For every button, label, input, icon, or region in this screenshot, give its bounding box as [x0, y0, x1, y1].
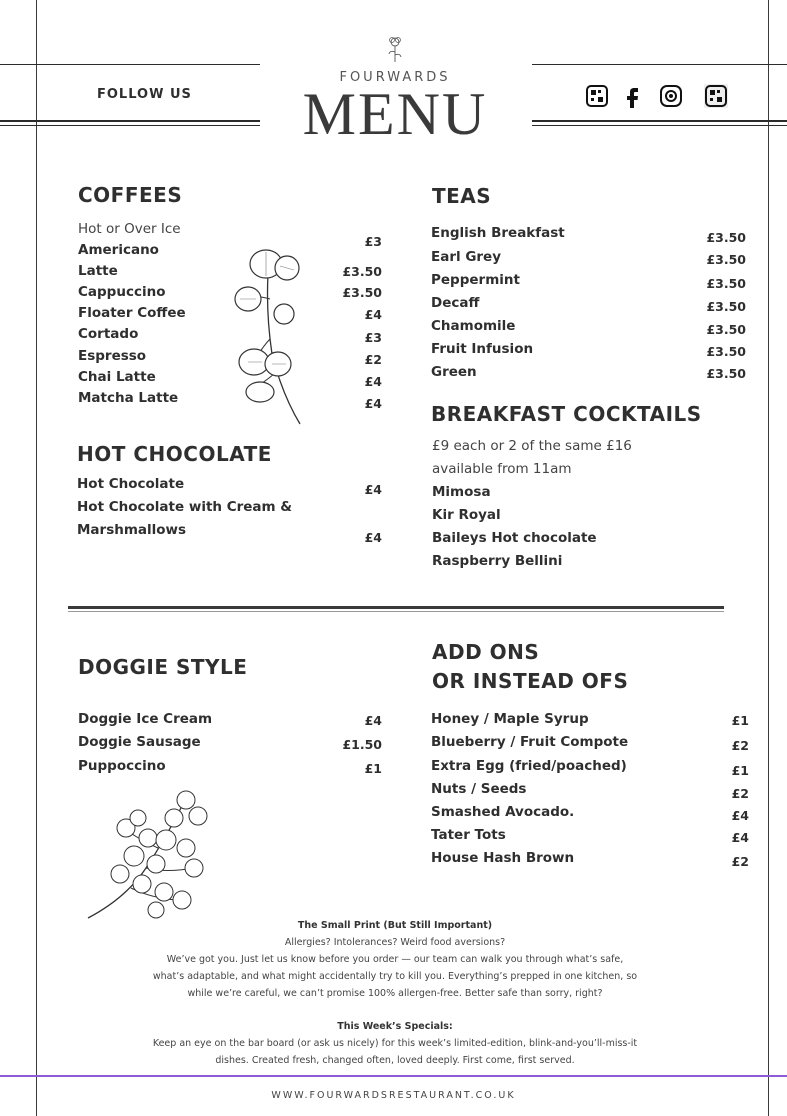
- list-item: Cortado: [78, 326, 139, 342]
- list-item: Marshmallows: [77, 522, 187, 538]
- facebook-icon[interactable]: [620, 84, 644, 108]
- list-item: Hot Chocolate: [77, 476, 185, 492]
- list-item: Earl Grey: [431, 249, 502, 265]
- header-line-right-bottom2: [532, 125, 787, 126]
- list-item: English Breakfast: [431, 225, 565, 241]
- header-line-left-bottom2: [0, 125, 260, 126]
- addons-heading-line2: OR INSTEAD OFS: [432, 669, 629, 693]
- list-item: Baileys Hot chocolate: [432, 530, 597, 546]
- menu-title: MENU: [302, 81, 488, 147]
- price: £2: [731, 738, 749, 753]
- price: £3.50: [706, 252, 746, 267]
- list-item: House Hash Brown: [431, 850, 575, 866]
- teas-heading: TEAS: [432, 184, 492, 208]
- price: £3.50: [342, 264, 382, 279]
- specials-title: This Week’s Specials:: [337, 1021, 453, 1032]
- price: £3.50: [706, 366, 746, 381]
- list-item: Chamomile: [431, 318, 516, 334]
- coffees-note: Hot or Over Ice: [78, 221, 181, 237]
- price: £3: [364, 330, 382, 345]
- price: £4: [731, 808, 749, 823]
- small-print-title: The Small Print (But Still Important): [297, 920, 493, 931]
- specials-line: Keep an eye on the bar board (or ask us nicely) for this week’s limited-edition, blink-and-you’ll-miss-it: [152, 1038, 638, 1049]
- cocktails-note-price: £9 each or 2 of the same £16: [432, 438, 632, 454]
- website-link[interactable]: WWW.FOURWARDSRESTAURANT.CO.UK: [271, 1090, 516, 1101]
- price: £1.50: [342, 737, 382, 752]
- instagram-icon[interactable]: [659, 84, 683, 108]
- footer-accent-line: [0, 1075, 787, 1077]
- doggie-heading: DOGGIE STYLE: [78, 655, 248, 679]
- header-line-left-top: [0, 64, 260, 65]
- qr-icon[interactable]: [704, 84, 728, 108]
- list-item: Raspberry Bellini: [432, 553, 563, 569]
- list-item: Doggie Ice Cream: [78, 711, 213, 727]
- list-item: Floater Coffee: [78, 305, 186, 321]
- price: £1: [731, 713, 749, 728]
- price: £4: [364, 396, 382, 411]
- price: £2: [731, 854, 749, 869]
- price: £3.50: [706, 299, 746, 314]
- header-line-left-bottom: [0, 120, 260, 122]
- section-divider: [68, 606, 724, 609]
- follow-us-label: FOLLOW US: [97, 87, 192, 102]
- eucalyptus-sprig-icon: [232, 244, 304, 426]
- specials-line: dishes. Created fresh, changed often, loved deeply. First come, first served.: [215, 1055, 575, 1066]
- price: £4: [364, 307, 382, 322]
- list-item: Green: [431, 364, 477, 380]
- small-print-line: what’s adaptable, and what might accidentally try to kill you. Everything’s prepped in one kitchen, so: [152, 971, 638, 982]
- cocktails-note-time: available from 11am: [432, 461, 572, 477]
- price: £3: [364, 234, 382, 249]
- price: £4: [364, 482, 382, 497]
- list-item: Decaff: [431, 295, 480, 311]
- list-item: Fruit Infusion: [431, 341, 534, 357]
- price: £4: [364, 374, 382, 389]
- right-border-line: [768, 0, 769, 1116]
- price: £2: [731, 786, 749, 801]
- small-print: [150, 917, 640, 1069]
- list-item: Espresso: [78, 348, 147, 364]
- coffees-heading: COFFEES: [78, 183, 183, 207]
- addons-heading-line1: ADD ONS: [432, 640, 540, 664]
- list-item: Extra Egg (fried/poached): [431, 758, 627, 774]
- header-line-right-bottom: [532, 120, 787, 122]
- list-item: Cappuccino: [78, 284, 166, 300]
- list-item: Chai Latte: [78, 369, 156, 385]
- list-item: Nuts / Seeds: [431, 781, 527, 797]
- price: £3.50: [342, 285, 382, 300]
- list-item: Latte: [78, 263, 118, 279]
- list-item: Honey / Maple Syrup: [431, 711, 589, 727]
- price: £2: [364, 352, 382, 367]
- price: £3.50: [706, 276, 746, 291]
- price: £1: [731, 763, 749, 778]
- header-line-right-top: [532, 64, 787, 65]
- small-print-line: Allergies? Intolerances? Weird food aversions?: [284, 937, 506, 948]
- eucalyptus-branch-icon: [86, 788, 214, 920]
- section-divider-thin: [68, 611, 724, 612]
- list-item: Hot Chocolate with Cream &: [77, 499, 293, 515]
- list-item: Tater Tots: [431, 827, 506, 843]
- price: £3.50: [706, 322, 746, 337]
- price: £1: [364, 761, 382, 776]
- flower-logo-icon: [384, 34, 406, 64]
- small-print-line: while we’re careful, we can’t promise 100% allergen-free. Better safe than sorry, right?: [187, 988, 603, 999]
- cocktails-heading: BREAKFAST COCKTAILS: [431, 402, 702, 426]
- price: £4: [364, 713, 382, 728]
- list-item: Kir Royal: [432, 507, 501, 523]
- list-item: Matcha Latte: [78, 390, 179, 406]
- list-item: Mimosa: [432, 484, 491, 500]
- list-item: Peppermint: [431, 272, 520, 288]
- left-border-line: [36, 0, 37, 1116]
- list-item: Blueberry / Fruit Compote: [431, 734, 629, 750]
- list-item: Americano: [78, 242, 159, 258]
- price: £4: [364, 530, 382, 545]
- small-print-line: We’ve got you. Just let us know before you order — our team can walk you through what’s safe,: [166, 954, 624, 965]
- list-item: Doggie Sausage: [78, 734, 201, 750]
- list-item: Puppoccino: [78, 758, 166, 774]
- price: £3.50: [706, 344, 746, 359]
- qr-icon[interactable]: [585, 84, 609, 108]
- hot-chocolate-heading: HOT CHOCOLATE: [77, 442, 272, 466]
- list-item: Smashed Avocado.: [431, 804, 575, 820]
- price: £3.50: [706, 230, 746, 245]
- brand-name: FOURWARDS: [339, 70, 451, 85]
- price: £4: [731, 830, 749, 845]
